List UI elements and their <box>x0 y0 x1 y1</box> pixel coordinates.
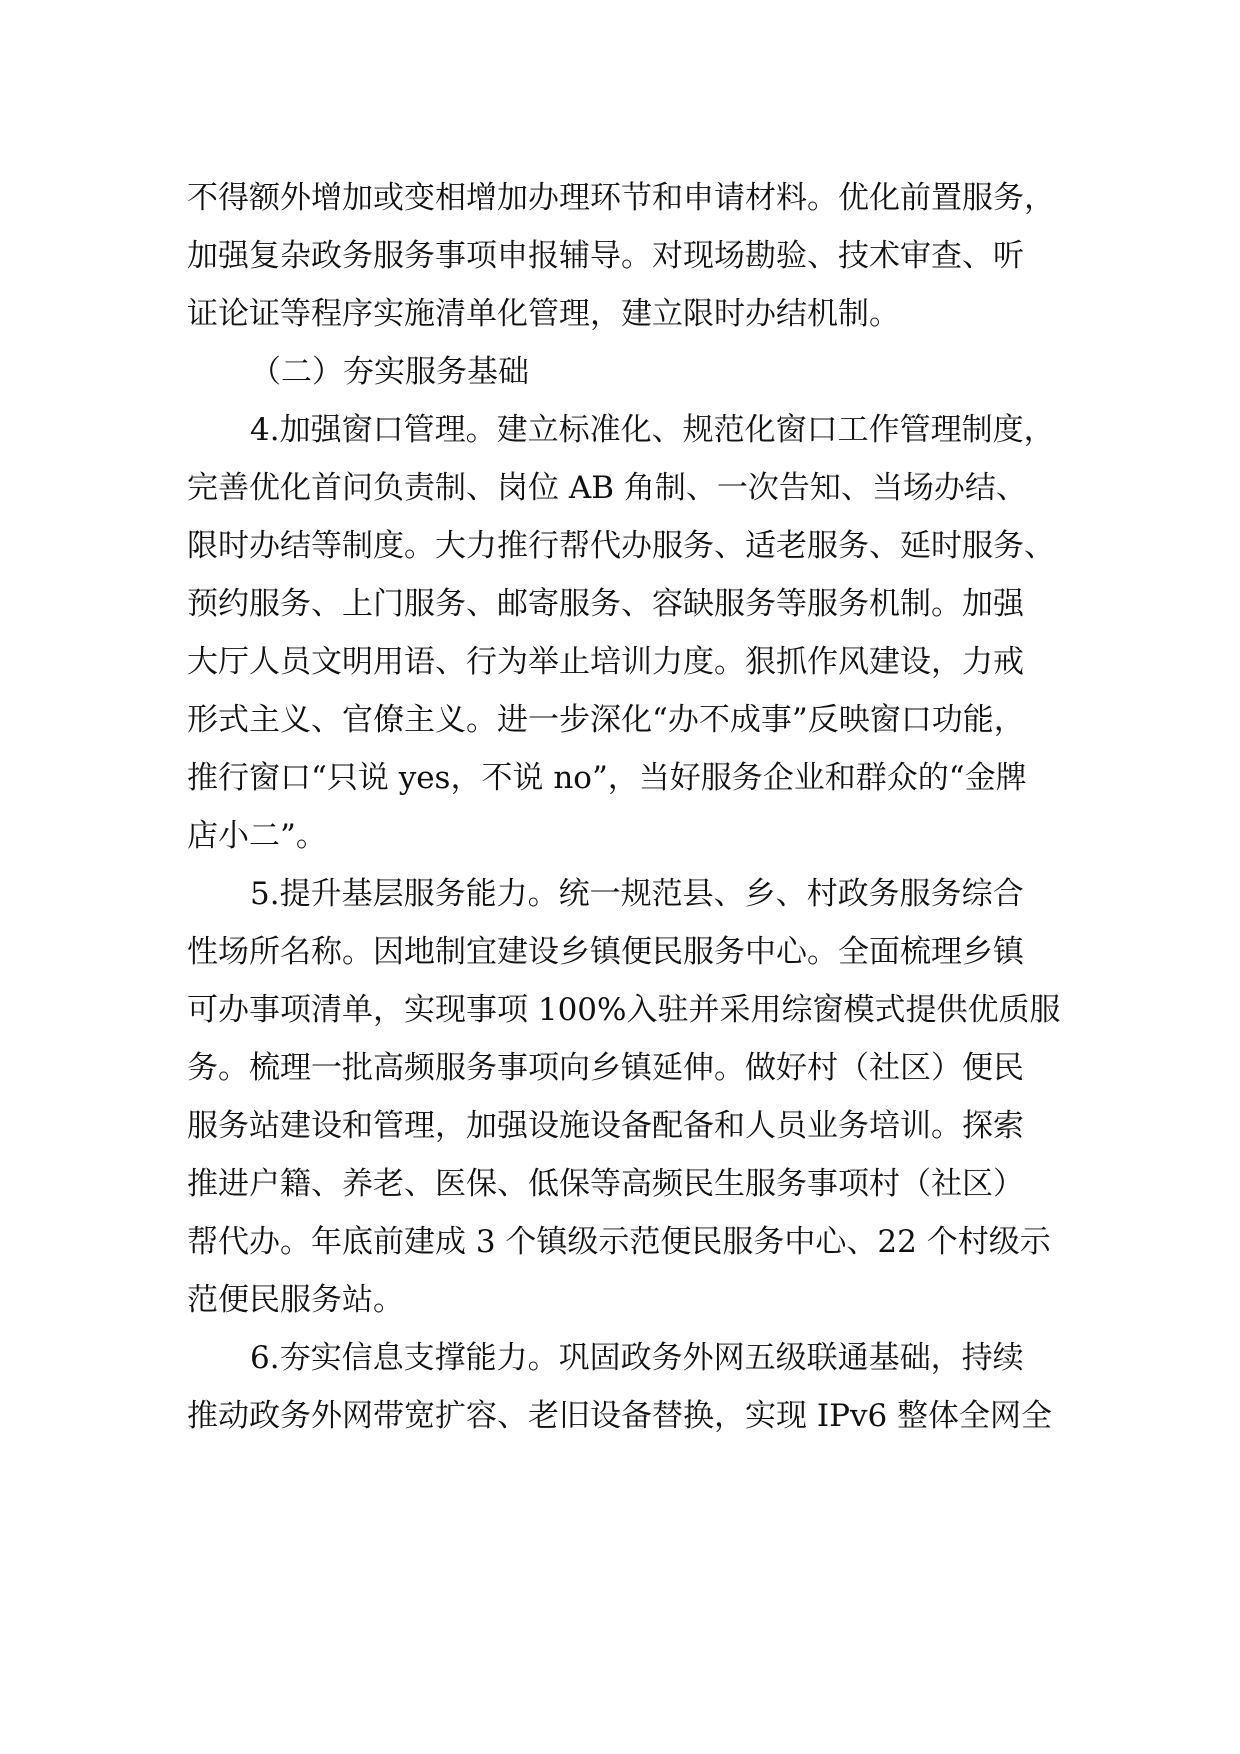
text-line: 服务站建设和管理，加强设施设备配备和人员业务培训。探索 <box>187 1108 1024 1144</box>
text-line: 加强复杂政务服务事项申报辅导。对现场勘验、技术审查、听 <box>187 238 1024 274</box>
text-line: 预约服务、上门服务、邮寄服务、容缺服务等服务机制。加强 <box>187 586 1024 622</box>
text-line: 可办事项清单，实现事项 100%入驻并采用综窗模式提供优质服 <box>187 992 1061 1028</box>
text-line: 推行窗口“只说 yes，不说 no”，当好服务企业和群众的“金牌 <box>187 760 1027 796</box>
text-line: 大厅人员文明用语、行为举止培训力度。狠抓作风建设，力戒 <box>187 644 1024 680</box>
text-line: 性场所名称。因地制宜建设乡镇便民服务中心。全面梳理乡镇 <box>187 934 1024 970</box>
text-line: 推动政务外网带宽扩容、老旧设备替换，实现 IPv6 整体全网全 <box>187 1398 1053 1434</box>
text-line: 6.夯实信息支撑能力。巩固政务外网五级联通基础，持续 <box>250 1340 1024 1376</box>
text-line: 完善优化首问负责制、岗位 AB 角制、一次告知、当场办结、 <box>187 470 1027 506</box>
text-line: 推进户籍、养老、医保、低保等高频民生服务事项村（社区） <box>187 1166 1024 1202</box>
text-line: 证论证等程序实施清单化管理，建立限时办结机制。 <box>187 296 900 332</box>
text-line: 5.提升基层服务能力。统一规范县、乡、村政务服务综合 <box>250 876 1024 912</box>
text-line: 务。梳理一批高频服务事项向乡镇延伸。做好村（社区）便民 <box>187 1050 1024 1086</box>
text-line: 不得额外增加或变相增加办理环节和申请材料。优化前置服务， <box>187 180 1055 216</box>
text-line: 店小二”。 <box>187 818 327 854</box>
text-line: 4.加强窗口管理。建立标准化、规范化窗口工作管理制度， <box>250 412 1055 448</box>
text-line: 形式主义、官僚主义。进一步深化“办不成事”反映窗口功能， <box>187 702 1025 738</box>
text-line: 帮代办。年底前建成 3 个镇级示范便民服务中心、22 个村级示 <box>187 1224 1051 1260</box>
section-heading: （二）夯实服务基础 <box>250 354 529 390</box>
text-line: 范便民服务站。 <box>187 1282 404 1318</box>
text-line: 限时办结等制度。大力推行帮代办服务、适老服务、延时服务、 <box>187 528 1055 564</box>
